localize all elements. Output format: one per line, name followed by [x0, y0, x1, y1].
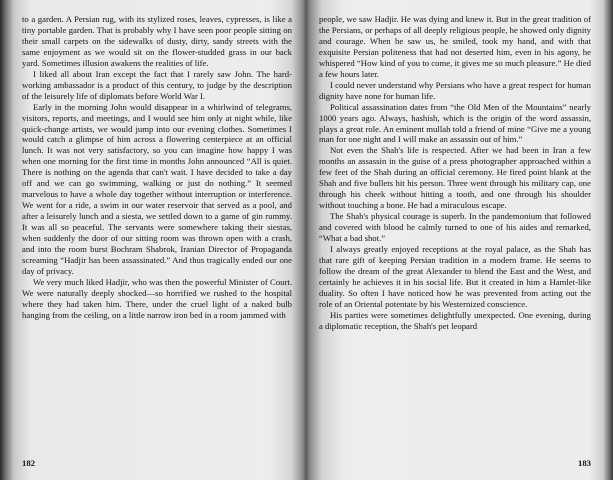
right-paragraph-2: I could never understand why Persians who have a great respect for human dignity have none for human life.: [319, 79, 591, 101]
right-paragraph-5: The Shah's physical courage is superb. In the pandemonium that followed and covered with blood he calmly turned to one of his aides and remarked, “What a bad shot.”: [319, 211, 591, 244]
left-page-text: [22, 14, 292, 321]
left-page: [22, 14, 292, 469]
left-paragraph-1: to a garden. A Persian rug, with its stylized roses, leaves, cypresses, is like a tiny portable garden. That is probably why I have seen poor people sitting on their small carpets on the sidewalks of dusty, dirty, sandy streets with the same enjoyment as we would sit on the flower-studded grass in our back yard. Sometimes illusion awakens the realities of life.: [22, 14, 292, 68]
right-paragraph-4: Not even the Shah's life is respected. After we had been in Iran a few months an assassin in the guise of a press photographer approached within a few feet of the Shah during an official ceremony. He fired point blank at the Shah and five bullets hit his person. Three went through his military cap, one through his cheek without hitting a tooth, and one through his shoulder without touching a bone. He had a miraculous escape.: [319, 145, 591, 211]
left-paragraph-4: We very much liked Hadjir, who was then the powerful Minister of Court. We were naturally deeply shocked—so horrified we rushed to the hospital where they had taken him. There, under the cruel light of a naked bulb hanging from the ceiling, on a little narrow iron bed in a room jammed with: [22, 276, 292, 320]
left-page-number: 182: [22, 458, 36, 468]
right-paragraph-6: I always greatly enjoyed receptions at the royal palace, as the Shah has that rare gift of keeping Persian tradition in a modern frame. He seems to follow the dream of the great Alexander to blend the East and the West, and certainly he achieves it in his social life. But it created in him a Hamlet-like duality. So often I have noticed how he was prevented from acting out the role of an Oriental potentate by his Westernized conscience.: [319, 244, 591, 309]
left-paragraph-3: Early in the morning John would disappear in a whirlwind of telegrams, visitors, reports, and meetings, and I would see him only at night while, like quick-change artists, we would jump into our evening clothes. Sometimes I would catch a glimpse of him across a flowering centerpiece at an official lunch. It was not very satisfactory, so you can imagine how happy I was when one morning for the first time in months John announced “All is quiet. There is nothing on the agenda that can't wait. I have decided to take a day off and we can go swimming, walking or just do nothing.” It seemed marvelous to have a whole day together without interruption or interference. We went for a ride, a swim in our water reservoir that served as a pool, and after a leisurely lunch and a siesta, we settled down to a game of gin rummy. It was all so peaceful. The servants were somewhere taking their siestas, when suddenly the door of our sitting room was thrown open with a crash, and into the room burst Bochram Shabrok, Iranian Director of Propaganda screaming “Hadjir has been assassinated.” And thus tragically ended our one day of privacy.: [22, 101, 292, 276]
right-page: [319, 14, 591, 469]
right-paragraph-1: people, we saw Hadjir. He was dying and knew it. But in the great tradition of the Persians, or perhaps of all deeply religious people, he showed only dignity and courage. When he saw us, he smiled, took my hand, and with that exquisite Persian politeness that had not deserted him, even in his agony, he whispered “How kind of you to come, it gives me so much pleasure.” He died a few hours later.: [319, 14, 591, 79]
right-page-number: 183: [577, 458, 591, 468]
right-page-text: [319, 14, 591, 332]
left-paragraph-2: I liked all about Iran except the fact that I rarely saw John. The hard-working ambassador is a product of this century, to judge by the description of the leisurely life of diplomats before World War I.: [22, 68, 292, 101]
right-paragraph-7: His parties were sometimes delightfully unexpected. One evening, during a diplomatic reception, the Shah's pet leopard: [319, 309, 591, 331]
right-paragraph-3: Political assassination dates from “the Old Men of the Mountains” nearly 1000 years ago. Always, hashish, which is the origin of the word assassin, plays a great role. An eminent mullah told a friend of mine “Give me a young man for one night and I will make an assassin out of him.”: [319, 101, 591, 145]
